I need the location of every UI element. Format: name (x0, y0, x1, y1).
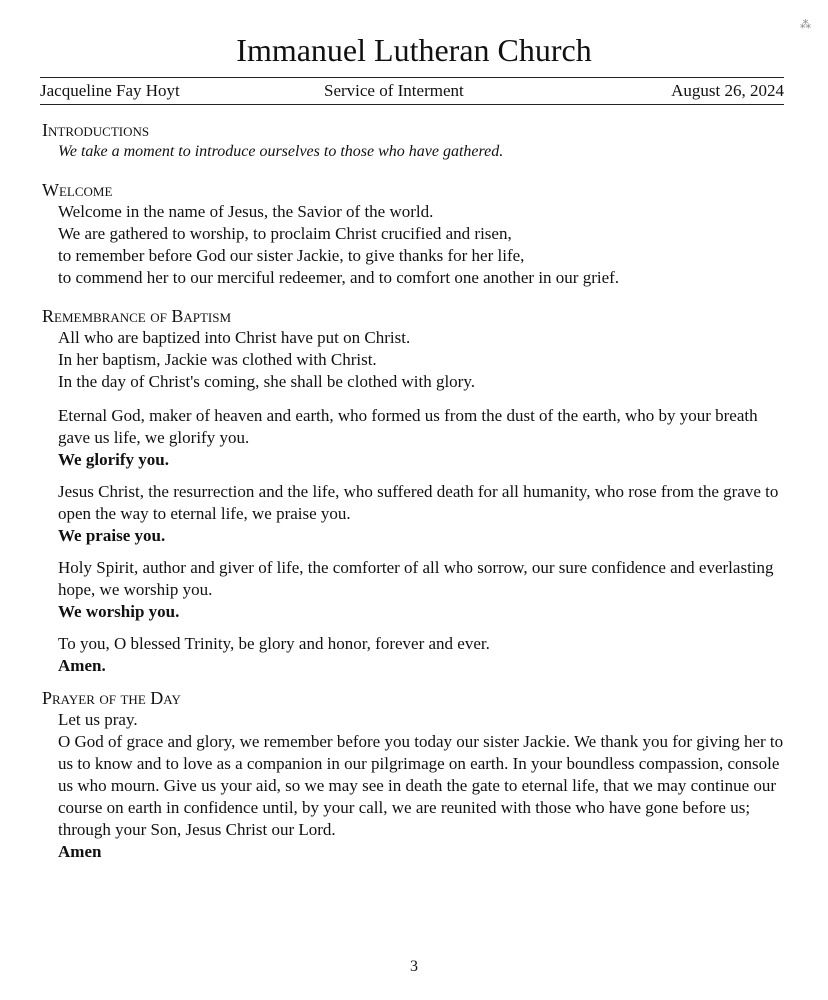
baptism-petition (58, 481, 788, 547)
prayer-response: Amen (58, 842, 102, 861)
section-prayer (42, 687, 788, 863)
congregation-response: We praise you. (58, 526, 166, 545)
petition-text: Eternal God, maker of heaven and earth, who formed us from the dust of the earth, who by your breath gave us life, we glorify you. (58, 406, 758, 447)
baptism-petition (58, 633, 788, 677)
baptism-petition (58, 557, 788, 623)
baptism-line: In her baptism, Jackie was clothed with Christ. (58, 350, 377, 369)
baptism-line: In the day of Christ's coming, she shall be clothed with glory. (58, 372, 475, 391)
welcome-line: to remember before God our sister Jackie, to give thanks for her life, (58, 246, 525, 265)
scan-speck: ⁂ (800, 19, 811, 31)
section-introductions (42, 119, 788, 163)
section-baptism (42, 305, 788, 677)
baptism-petition (58, 405, 788, 471)
section-title-prayer: Prayer of the Day (42, 688, 181, 708)
congregation-response: We worship you. (58, 602, 180, 621)
petition-text: Holy Spirit, author and giver of life, the comforter of all who sorrow, our sure confidence and everlasting hope, we worship you. (58, 558, 774, 599)
service-name: Service of Interment (324, 81, 464, 100)
section-title-baptism: Remembrance of Baptism (42, 306, 232, 326)
header-bar (40, 80, 784, 102)
section-welcome (42, 179, 788, 289)
section-title-introductions: Introductions (42, 120, 150, 140)
section-title-welcome: Welcome (42, 180, 113, 200)
deceased-name: Jacqueline Fay Hoyt (40, 81, 180, 100)
congregation-response: Amen. (58, 656, 106, 675)
baptism-line: All who are baptized into Christ have put on Christ. (58, 328, 411, 347)
page-title: Immanuel Lutheran Church (236, 32, 592, 68)
service-date: August 26, 2024 (671, 81, 784, 100)
welcome-line: We are gathered to worship, to proclaim Christ crucified and risen, (58, 224, 512, 243)
petition-text: Jesus Christ, the resurrection and the life, who suffered death for all humanity, who rose from the grave to open the way to eternal life, we praise you. (58, 482, 779, 523)
introductions-text: We take a moment to introduce ourselves to those who have gathered. (58, 143, 504, 160)
liturgy-content (42, 119, 788, 879)
petition-text: To you, O blessed Trinity, be glory and honor, forever and ever. (58, 634, 490, 653)
header-rule-bottom (40, 104, 784, 105)
welcome-line: Welcome in the name of Jesus, the Savior of the world. (58, 202, 434, 221)
congregation-response: We glorify you. (58, 450, 169, 469)
prayer-text: O God of grace and glory, we remember before you today our sister Jackie. We thank you for giving her to us to know and to love as a companion in our pilgrimage on earth. In your boundless compassion, console us who mourn. Give us your aid, so we may see in death the gate to eternal life, that we may continue our course on earth in confidence until, by your call, we are reunited with those who have gone before us; through your Son, Jesus Christ our Lord. (58, 732, 784, 839)
header-rule-top (40, 77, 784, 78)
welcome-line: to commend her to our merciful redeemer, and to comfort one another in our grief. (58, 268, 620, 287)
page-number: 3 (410, 958, 418, 975)
prayer-lead: Let us pray. (58, 710, 138, 729)
